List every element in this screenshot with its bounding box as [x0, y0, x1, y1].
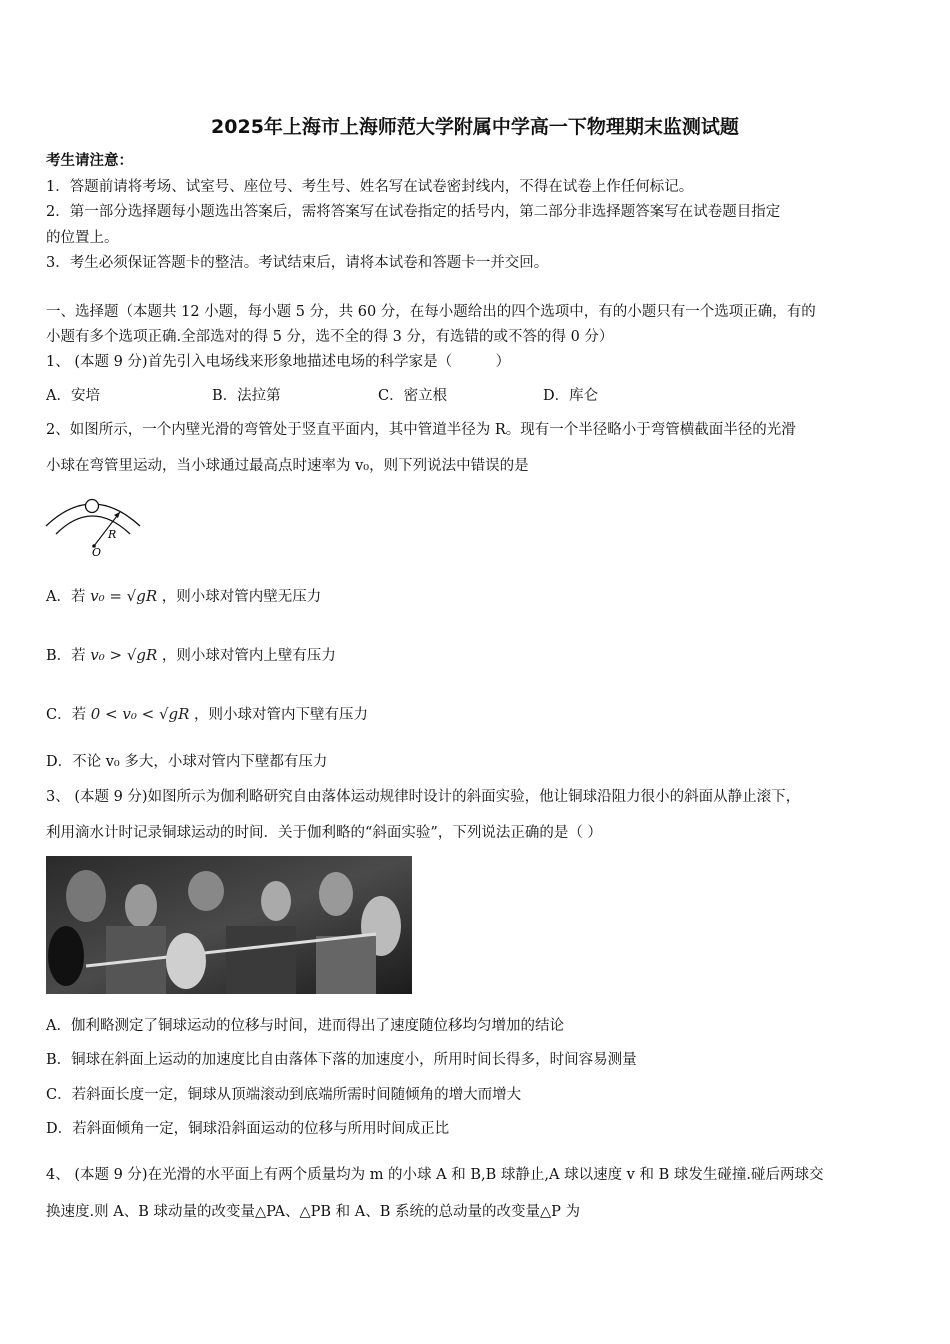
math-expression: v₀ > √gR [90, 646, 158, 664]
option-prefix: B．若 [46, 648, 86, 664]
notice-heading: 考生请注意： [46, 152, 133, 169]
bent-tube-figure [42, 492, 146, 558]
option-text: ，则小球对管内壁无压力 [161, 589, 322, 605]
notice-item: 的位置上。 [46, 230, 119, 246]
notice-item: 3．考生必须保证答题卡的整洁。考试结束后，请将本试卷和答题卡一并交回。 [46, 255, 549, 271]
option-prefix: A．若 [46, 589, 86, 605]
option-prefix: C．若 [46, 707, 87, 723]
q2-option-b[interactable] [46, 645, 336, 666]
q3-option-d[interactable]: D．若斜面倾角一定，铜球沿斜面运动的位移与所用时间成正比 [46, 1121, 450, 1137]
question-3-stem: 3、 (本题 9 分)如图所示为伽利略研究自由落体运动规律时设计的斜面实验，他让铜球沿阻力很小的斜面从静止滚下， [46, 789, 801, 805]
center-label: O [92, 546, 102, 558]
math-expression: v₀ = √gR [90, 587, 158, 605]
page-title: 2025年上海市上海师范大学附属中学高一下物理期末监测试题 [211, 116, 739, 138]
galileo-experiment-photo [46, 856, 412, 994]
option-text: ，则小球对管内上壁有压力 [161, 648, 336, 664]
q1-option-a[interactable]: A．安培 [46, 388, 100, 404]
section-header: 一、选择题（本题共 12 小题，每小题 5 分，共 60 分，在每小题给出的四个选项中，有的小题只有一个选项正确，有的 [46, 304, 816, 320]
q1-option-d[interactable]: D．库仑 [543, 388, 599, 404]
q1-option-c[interactable]: C．密立根 [378, 388, 448, 404]
math-expression: 0 < v₀ < √gR [90, 705, 190, 723]
question-4-stem-cont: 换速度.则 A、B 球动量的改变量△PA、△PB 和 A、B 系统的总动量的改变量△P 为 [46, 1204, 581, 1220]
radius-label: R [108, 528, 117, 541]
section-header-cont: 小题有多个选项正确.全部选对的得 5 分，选不全的得 3 分，有选错的或不答的得 0 分） [46, 329, 614, 345]
q3-option-c[interactable]: C．若斜面长度一定，铜球从顶端滚动到底端所需时间随倾角的增大而增大 [46, 1087, 522, 1103]
q1-option-b[interactable]: B．法拉第 [212, 388, 281, 404]
q3-option-a[interactable]: A．伽利略测定了铜球运动的位移与时间，进而得出了速度随位移均匀增加的结论 [46, 1018, 564, 1034]
q2-option-a[interactable] [46, 586, 321, 607]
q2-option-c[interactable] [46, 704, 368, 725]
question-2-stem-cont: 小球在弯管里运动，当小球通过最高点时速率为 v₀，则下列说法中错误的是 [46, 458, 529, 474]
question-1-stem: 1、 (本题 9 分)首先引入电场线来形象地描述电场的科学家是（ ） [46, 354, 511, 370]
question-2-stem: 2、如图所示，一个内壁光滑的弯管处于竖直平面内，其中管道半径为 R。现有一个半径略小于弯管横截面半径的光滑 [46, 422, 796, 438]
q2-option-d[interactable]: D．不论 v₀ 多大，小球对管内下壁都有压力 [46, 754, 328, 770]
question-4-stem: 4、 (本题 9 分)在光滑的水平面上有两个质量均为 m 的小球 A 和 B,B 球静止,A 球以速度 v 和 B 球发生碰撞.碰后两球交 [46, 1167, 824, 1183]
q3-option-b[interactable]: B．铜球在斜面上运动的加速度比自由落体下落的加速度小，所用时间长得多，时间容易测量 [46, 1052, 637, 1068]
notice-item: 1．答题前请将考场、试室号、座位号、考生号、姓名写在试卷密封线内，不得在试卷上作任何标记。 [46, 179, 694, 195]
question-3-stem-cont: 利用滴水计时记录铜球运动的时间．关于伽利略的“斜面实验”，下列说法正确的是（ ） [46, 825, 602, 841]
option-text: ，则小球对管内下壁有压力 [194, 707, 369, 723]
notice-item: 2．第一部分选择题每小题选出答案后，需将答案写在试卷指定的括号内，第二部分非选择题答案写在试卷题目指定 [46, 204, 781, 220]
